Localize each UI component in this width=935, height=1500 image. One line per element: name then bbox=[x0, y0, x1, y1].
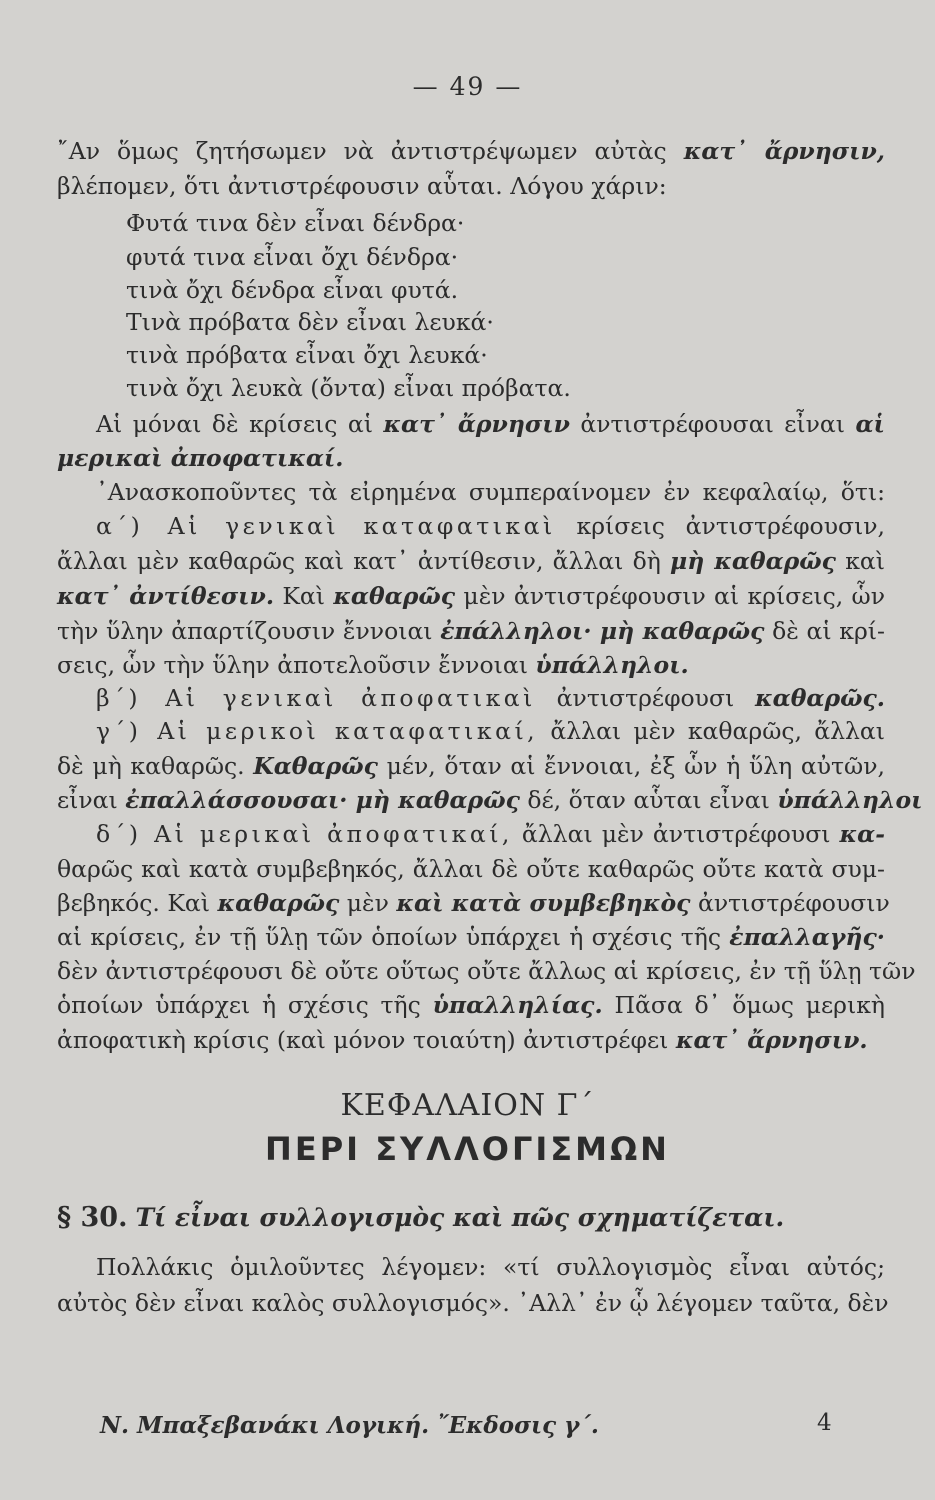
text-span: δὲ μὴ καθαρῶς. bbox=[57, 752, 245, 780]
text-line bbox=[96, 714, 885, 748]
text-span: ἀντιστρέφουσιν bbox=[697, 889, 890, 917]
spaced-span: δ΄) Αἱ μερικαὶ ἀποφατικαί, bbox=[96, 820, 513, 848]
emphasis-span: καθαρῶς bbox=[217, 889, 340, 917]
text-line bbox=[96, 509, 885, 543]
text-span: καὶ bbox=[845, 547, 885, 575]
emphasis-span: ἐπαλλάσσουσαι· μὴ καθαρῶς bbox=[125, 786, 520, 814]
text-line bbox=[57, 579, 885, 613]
text-span: ὁποίων ὑπάρχει ἡ σχέσις τῆς bbox=[57, 991, 421, 1019]
text-line: Τινὰ πρόβατα δὲν εἶναι λευκά· bbox=[126, 308, 494, 336]
text-line bbox=[57, 920, 885, 954]
text-line bbox=[57, 783, 923, 817]
spaced-span: α΄) Αἱ γενικαὶ καταφατικαὶ bbox=[96, 512, 556, 540]
text-line: βλέπομεν, ὅτι ἀντιστρέφουσιν αὗται. Λόγου χάριν: bbox=[57, 172, 667, 200]
emphasis-span: κατ᾽ ἄρνησιν bbox=[383, 410, 570, 438]
emphasis-span: Καθαρῶς bbox=[253, 752, 378, 780]
text-span: κρίσεις ἀντιστρέφουσιν, bbox=[576, 512, 885, 540]
emphasis-span: ὑπάλληλοι bbox=[777, 786, 923, 814]
text-span: ἄλλαι μὲν ἀντιστρέφουσι bbox=[521, 820, 831, 848]
text-span: αἱ κρίσεις, ἐν τῇ ὕλῃ τῶν ὁποίων ὑπάρχει ἡ σχέσις τῆς bbox=[57, 923, 721, 951]
footer-book-title: Ν. Μπαξεβανάκι Λογική. ῎Εκδοσις γ΄. bbox=[100, 1412, 599, 1439]
text-line: δὲν ἀντιστρέφουσι δὲ οὔτε οὕτως οὔτε ἄλλως αἱ κρίσεις, ἐν τῇ ὕλῃ τῶν bbox=[57, 957, 916, 985]
text-line: Φυτά τινα δὲν εἶναι δένδρα· bbox=[126, 209, 465, 237]
text-line bbox=[57, 648, 885, 682]
text-line: τινὰ ὄχι λευκὰ (ὄντα) εἶναι πρόβατα. bbox=[126, 374, 571, 402]
text-line: ᾽Ανασκοποῦντες τὰ εἰρημένα συμπεραίνομεν ἐν κεφαλαίῳ, ὅτι: bbox=[96, 478, 885, 506]
emphasis-span: ὑπαλληλίας. bbox=[432, 991, 603, 1019]
text-line bbox=[57, 1023, 885, 1057]
footer-signature: 4 bbox=[817, 1410, 832, 1436]
text-line: φυτά τινα εἶναι ὄχι δένδρα· bbox=[126, 243, 459, 271]
page-number: — 49 — bbox=[412, 72, 523, 101]
emphasis-span: ἐπαλλαγῆς· bbox=[729, 923, 885, 951]
text-line bbox=[57, 544, 885, 578]
chapter-label: ΚΕΦΑΛΑΙΟΝ Γ΄ bbox=[340, 1088, 595, 1123]
text-span: τὴν ὕλην ἀπαρτίζουσιν ἔννοιαι bbox=[57, 617, 433, 645]
text-span: μέν, ὅταν αἱ ἔννοιαι, ἐξ ὧν ἡ ὕλη αὐτῶν, bbox=[386, 752, 885, 780]
text-span: μὲν ἀντιστρέφουσιν αἱ κρίσεις, ὧν bbox=[463, 582, 885, 610]
text-span: ἀντιστρέφουσι bbox=[556, 684, 735, 712]
text-span: Πᾶσα δ᾽ ὅμως μερικὴ bbox=[614, 991, 885, 1019]
text-span: ἄλλαι μὲν καθαρῶς καὶ κατ᾽ ἀντίθεσιν, ἄλλαι δὴ bbox=[57, 547, 661, 575]
text-span: Καὶ bbox=[282, 582, 325, 610]
emphasis-span: καὶ κατὰ συμβεβηκὸς bbox=[396, 889, 691, 917]
text-span: ῎Αν ὅμως ζητήσωμεν νὰ ἀντιστρέψωμεν αὐτὰς bbox=[57, 137, 667, 165]
text-line bbox=[57, 614, 885, 648]
section-title: Τί εἶναι συλλογισμὸς καὶ πῶς σχηματίζεται. bbox=[135, 1203, 785, 1232]
text-line bbox=[57, 134, 885, 168]
emphasis-span: κατ᾽ ἄρνησιν. bbox=[675, 1026, 868, 1054]
emphasis-span: ὑπάλληλοι. bbox=[535, 651, 689, 679]
text-span: ἄλλαι μὲν καθαρῶς, ἄλλαι bbox=[550, 717, 885, 745]
text-span: δὲ αἱ κρί- bbox=[772, 617, 885, 645]
text-span: Αἱ μόναι δὲ κρίσεις αἱ bbox=[96, 410, 373, 438]
emphasis-span: αἱ bbox=[855, 410, 885, 438]
section-number: § 30. bbox=[57, 1202, 128, 1233]
spaced-span: β΄) Αἱ γενικαὶ ἀποφατικαὶ bbox=[96, 684, 536, 712]
text-line bbox=[57, 988, 885, 1022]
text-span: μὲν bbox=[346, 889, 389, 917]
text-line: τινὰ ὄχι δένδρα εἶναι φυτά. bbox=[126, 276, 459, 304]
emphasis-span: καθαρῶς bbox=[333, 582, 456, 610]
text-line: αὐτὸς δὲν εἶναι καλὸς συλλογισμός». ᾽Αλλ᾽ ἐν ᾧ λέγομεν ταῦτα, δὲν bbox=[57, 1289, 889, 1317]
text-span: ἀντιστρέφουσαι εἶναι bbox=[580, 410, 846, 438]
emphasis-span: καθαρῶς. bbox=[755, 684, 885, 712]
text-line bbox=[57, 886, 890, 920]
emphasis-span: μὴ καθαρῶς bbox=[670, 547, 836, 575]
text-line bbox=[96, 407, 885, 441]
text-span: δέ, ὅταν αὗται εἶναι bbox=[527, 786, 770, 814]
text-span: εἶναι bbox=[57, 786, 118, 814]
emphasis-span: κατ᾽ ἄρνησιν, bbox=[683, 137, 885, 165]
section-heading bbox=[57, 1202, 885, 1233]
emphasis-span: κατ᾽ ἀντίθεσιν. bbox=[57, 582, 275, 610]
text-line bbox=[57, 749, 885, 783]
text-span: σεις, ὧν τὴν ὕλην ἀποτελοῦσιν ἔννοιαι bbox=[57, 651, 528, 679]
text-line bbox=[96, 817, 885, 851]
text-span: ἀποφατικὴ κρίσις (καὶ μόνον τοιαύτη) ἀντιστρέφει bbox=[57, 1026, 669, 1054]
chapter-title: ΠΕΡΙ ΣΥΛΛΟΓΙΣΜΩΝ bbox=[265, 1130, 670, 1168]
emphasis-span: κα- bbox=[839, 820, 885, 848]
text-line: μερικαὶ ἀποφατικαί. bbox=[57, 444, 344, 472]
text-line: θαρῶς καὶ κατὰ συμβεβηκός, ἄλλαι δὲ οὔτε καθαρῶς οὔτε κατὰ συμ- bbox=[57, 855, 885, 883]
text-line: τινὰ πρόβατα εἶναι ὄχι λευκά· bbox=[126, 341, 488, 369]
emphasis-span: ἐπάλληλοι· μὴ καθαρῶς bbox=[440, 617, 765, 645]
text-line: Πολλάκις ὁμιλοῦντες λέγομεν: «τί συλλογισμὸς εἶναι αὐτός; bbox=[96, 1253, 885, 1281]
text-line bbox=[96, 681, 885, 715]
text-span: βεβηκός. Καὶ bbox=[57, 889, 211, 917]
spaced-span: γ΄) Αἱ μερικοὶ καταφατικαί, bbox=[96, 717, 539, 745]
